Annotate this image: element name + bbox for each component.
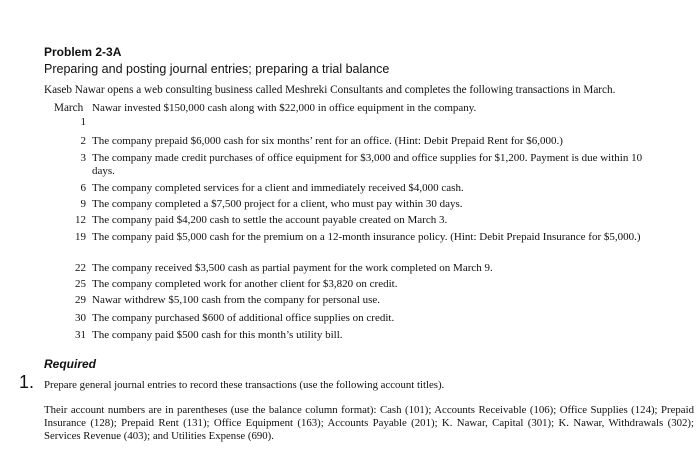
question-text: Prepare general journal entries to record these transactions (use the following account titles). (44, 379, 445, 391)
intro-paragraph: Kaseb Nawar opens a web consulting business called Meshreki Consultants and completes the following transactions in March. (44, 84, 616, 96)
transaction-text: The company completed services for a client and immediately received $4,000 cash. (92, 182, 464, 194)
question-detail: Their account numbers are in parentheses (use the balance column format): Cash (101); Accounts Receivable (106); Office Supplies (124); Prepaid Insurance (128); Prepaid Rent (131); Office Equipment (163); Accounts Payable (201); K. Nawar, Capital (301); K. Nawar, Withdrawals (302); Services Revenue (403); and Utilities Expense (690). (44, 404, 694, 442)
required-heading: Required (44, 357, 97, 371)
transaction-text: The company prepaid $6,000 cash for six months’ rent for an office. (Hint: Debit Prepaid Rent for $6,000.) (92, 135, 563, 147)
transaction-day: 31 (75, 329, 86, 341)
problem-title: Problem 2-3A (44, 45, 122, 59)
transaction-day: 12 (75, 214, 86, 226)
transaction-text: The company made credit purchases of office equipment for $3,000 and office supplies for $1,200. Payment is due within 10 days. (92, 152, 643, 177)
question-number: 1. (19, 372, 35, 392)
transaction-day: 1 (80, 116, 86, 128)
transaction-text: The company completed work for another client for $3,820 on credit. (92, 278, 398, 290)
transaction-day: 9 (80, 198, 86, 210)
transaction-day: 2 (80, 135, 86, 147)
transaction-day: 6 (80, 182, 86, 194)
transaction-day: 25 (75, 278, 86, 290)
transaction-text: The company received $3,500 cash as partial payment for the work completed on March 9. (92, 262, 493, 274)
transaction-text: The company paid $500 cash for this month’s utility bill. (92, 329, 343, 341)
transaction-day: 19 (75, 231, 86, 243)
transaction-text: The company paid $5,000 cash for the premium on a 12-month insurance policy. (Hint: Debit Prepaid Insurance for $5,000.) (92, 231, 641, 243)
transaction-day: 3 (80, 152, 86, 164)
month-label: March (54, 102, 84, 114)
transaction-text: The company paid $4,200 cash to settle the account payable created on March 3. (92, 214, 448, 226)
problem-subtitle: Preparing and posting journal entries; preparing a trial balance (44, 62, 390, 76)
transaction-day: 30 (75, 312, 86, 324)
transaction-day: 29 (75, 294, 86, 306)
transaction-text: The company completed a $7,500 project for a client, who must pay within 30 days. (92, 198, 463, 210)
transaction-text: The company purchased $600 of additional office supplies on credit. (92, 312, 395, 324)
transaction-text: Nawar withdrew $5,100 cash from the company for personal use. (92, 294, 381, 306)
transaction-day: 22 (75, 262, 86, 274)
transaction-text: Nawar invested $150,000 cash along with $22,000 in office equipment in the company. (92, 102, 477, 114)
